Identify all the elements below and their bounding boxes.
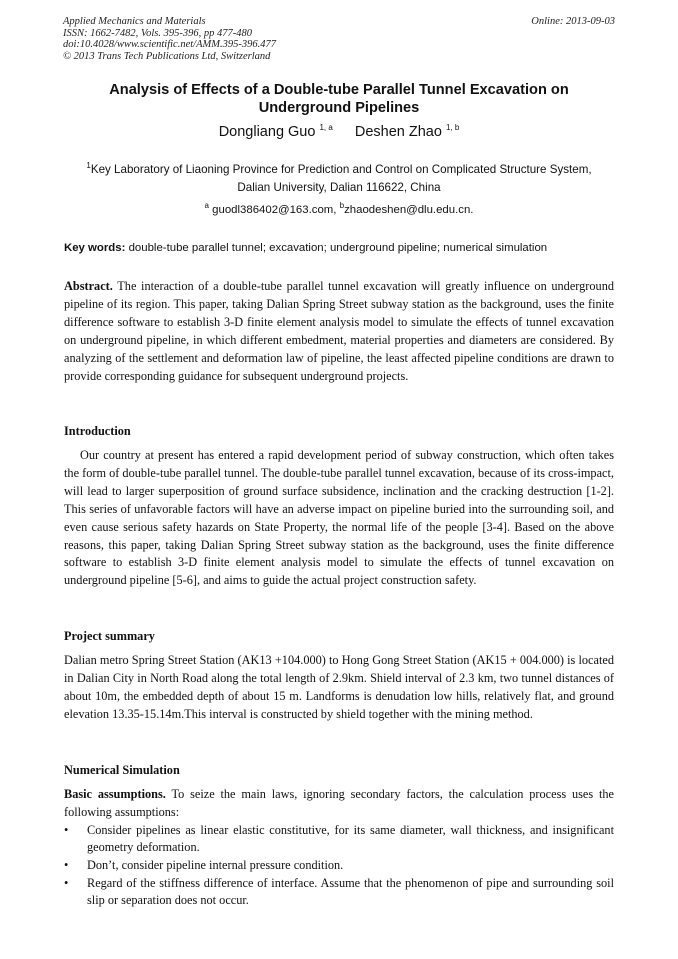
basic-assumptions-paragraph — [64, 786, 614, 822]
author-emails: $^a$ guodl386402@163.com, $^b$zhaodeshen@dlu.edu.cn. — [204, 201, 474, 216]
journal-name: Applied Mechanics and Materials — [63, 16, 206, 27]
keywords — [64, 242, 616, 254]
bullet-icon: • — [64, 875, 69, 890]
author-list — [60, 124, 618, 140]
author-name: Deshen Zhao — [354, 124, 442, 140]
basic-assumptions-text: To seize the main laws, ignoring secondary factors, the calculation process uses the following assumptions: — [64, 787, 614, 819]
affiliation — [60, 161, 618, 198]
issn: ISSN: 1662-7482, Vols. 395-396, pp 477-480 — [63, 27, 252, 39]
affiliation-line-1: Key Laboratory of Liaoning Province for Prediction and Control on Complicated Structure System, — [90, 163, 592, 176]
copyright: © 2013 Trans Tech Publications Ltd, Switzerland — [63, 50, 271, 62]
abstract-text: The interaction of a double-tube parallel tunnel excavation will greatly influence on underground pipeline of its region. This paper, taking Dalian Spring Street subway station as the background, uses the finite difference software to establish 3-D finite element analysis model to simulate the effects of tunnel excavation on underground pipeline, in which different embedment, material properties and diameters are considered. By analyzing of the settlement and deformation law of pipeline, the least affected pipeline conditions are drawn to provide corresponding guidance for subsequent underground projects. — [64, 279, 614, 383]
author-affiliation-mark: 1, b — [445, 123, 460, 133]
assumption-list — [64, 822, 614, 910]
list-item: • Regard of the stiffness difference of interface. Assume that the phenomenon of pipe and surrounding soil slip or separation does not occur. — [64, 875, 614, 908]
title-line-2: Underground Pipelines — [258, 99, 420, 116]
affiliation-mark: 1 — [86, 161, 91, 171]
basic-assumptions-label: Basic assumptions. — [64, 787, 166, 801]
section-heading-introduction: Introduction — [64, 424, 131, 438]
keywords-text: double-tube parallel tunnel; excavation; underground pipeline; numerical simulation — [128, 242, 548, 254]
section-heading-numerical-simulation: Numerical Simulation — [64, 763, 180, 777]
project-summary-paragraph: Dalian metro Spring Street Station (AK13 +104.000) to Hong Gong Street Station (AK15 + 004.000) is located in Dalian City in North Road along the total length of 2.9km. Shield interval of 2.3 km, two tunnel distances of about 10m, the embedded depth of about 15 m. Landforms is denudation low hills, relatively flat, and ground elevation 13.35-15.14m.This interval is constructed by shield together with the mining method. — [64, 653, 614, 721]
abstract — [64, 278, 614, 385]
bullet-icon: • — [64, 858, 69, 873]
bullet-icon: • — [64, 823, 69, 837]
author-affiliation-mark: 1, a — [319, 123, 333, 133]
affiliation-line-2: Dalian University, Dalian 116622, China — [237, 181, 441, 195]
paper-title — [60, 82, 618, 117]
section-heading-project-summary: Project summary — [64, 629, 155, 643]
email-a: guodl386402@163.com, — [212, 204, 340, 216]
doi: doi:10.4028/www.scientific.net/AMM.395-396.477 — [63, 39, 276, 50]
introduction-paragraph: Our country at present has entered a rapid development period of subway construction, which often takes the form of double-tube parallel tunnel. The double-tube parallel tunnel excavation, because of its cross-impact, will lead to larger superposition of ground surface subsidence, inclination and the cracking destruction [1-2]. This series of unfavorable factors will have an adverse impact on pipeline buried into the surrounding soil, and even cause serious safety hazards on State Property, the normal life of the people [3-4]. Based on the above reasons, this paper, taking Dalian Spring Street subway station as the background, uses the finite difference software to establish 3-D finite element analysis model to simulate the effects of tunnel excavation on underground pipeline [5-6], and aims to guide the actual project construction safety. — [64, 448, 614, 588]
online-date: Online: 2013-09-03 — [531, 16, 615, 27]
list-item: • Consider pipelines as linear elastic constitutive, for its same diameter, wall thickness, and insignificant geometry deformation. — [64, 823, 614, 855]
list-item: • Don’t, consider pipeline internal pressure condition. — [64, 857, 614, 874]
author-name: Dongliang Guo — [218, 124, 316, 140]
title-line-1: Analysis of Effects of a Double-tube Parallel Tunnel Excavation on — [109, 82, 569, 98]
email-b: zhaodeshen@dlu.edu.cn. — [344, 204, 474, 216]
abstract-label: Abstract. — [64, 279, 113, 293]
keywords-label: Key words: — [64, 242, 126, 254]
journal-header — [63, 16, 276, 62]
